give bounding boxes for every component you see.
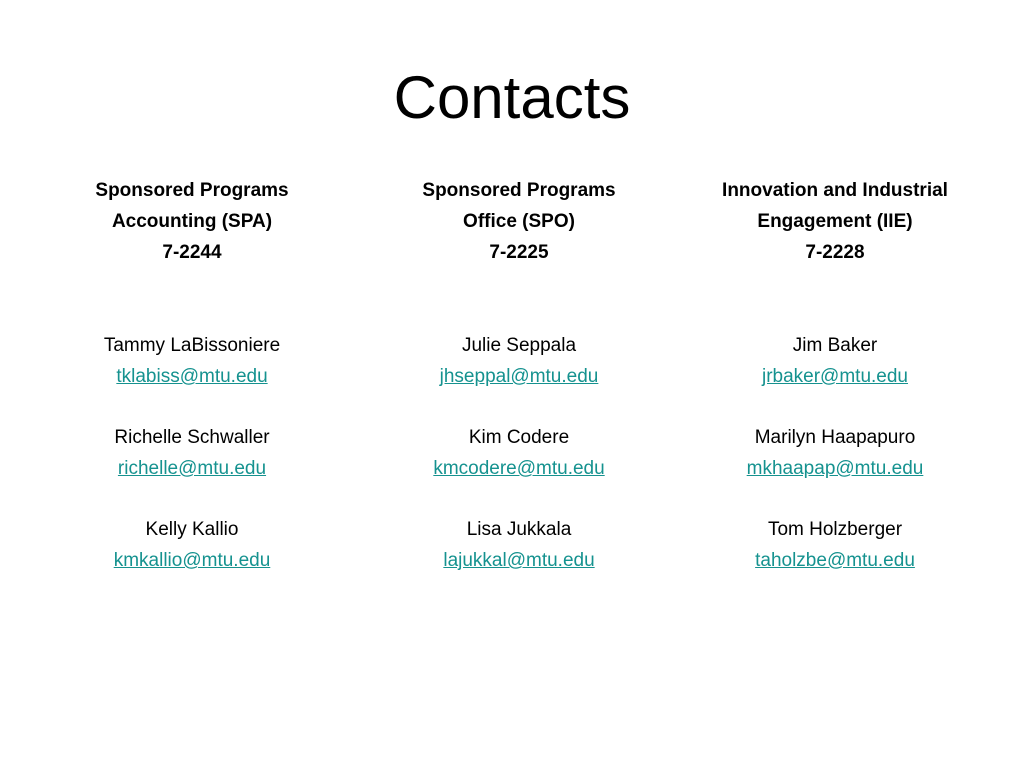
- contact-name: Tom Holzberger: [767, 519, 903, 540]
- contact-name: Tammy LaBissoniere: [103, 335, 281, 356]
- department-phone: 7-2228: [805, 242, 865, 263]
- contact-entry: [685, 330, 985, 392]
- contact-name: Kim Codere: [468, 427, 570, 448]
- contact-entry: [685, 514, 985, 576]
- contact-email-link[interactable]: tklabiss@mtu.edu: [116, 366, 268, 387]
- contact-name: Richelle Schwaller: [114, 427, 270, 448]
- department-column-spo: [369, 175, 669, 606]
- contact-entry: [369, 422, 669, 484]
- contact-entry: [685, 422, 985, 484]
- department-name-line2: Engagement (IIE): [757, 211, 913, 232]
- department-name-line1: Innovation and Industrial: [722, 180, 948, 201]
- contact-entry: [369, 514, 669, 576]
- department-column-spa: [42, 175, 342, 606]
- contact-name: Kelly Kallio: [145, 519, 239, 540]
- department-header: [42, 175, 342, 330]
- contact-email-link[interactable]: jrbaker@mtu.edu: [761, 366, 909, 387]
- department-header: [685, 175, 985, 330]
- contact-entry: [42, 330, 342, 392]
- contact-email-link[interactable]: jhseppal@mtu.edu: [439, 366, 599, 387]
- contact-email-link[interactable]: richelle@mtu.edu: [117, 458, 267, 479]
- contact-email-link[interactable]: kmcodere@mtu.edu: [433, 458, 605, 479]
- department-name-line1: Sponsored Programs: [95, 180, 289, 201]
- department-phone: 7-2225: [489, 242, 549, 263]
- department-column-iie: [685, 175, 985, 606]
- department-name-line2: Office (SPO): [463, 211, 575, 232]
- contact-name: Julie Seppala: [461, 335, 577, 356]
- slide-title: Contacts: [393, 64, 631, 131]
- contact-entry: [369, 330, 669, 392]
- contact-email-link[interactable]: taholzbe@mtu.edu: [755, 550, 915, 571]
- contact-name: Jim Baker: [792, 335, 878, 356]
- contact-email-link[interactable]: lajukkal@mtu.edu: [443, 550, 595, 571]
- department-name-line2: Accounting (SPA): [111, 211, 273, 232]
- contact-name: Lisa Jukkala: [466, 519, 572, 540]
- department-name-line1: Sponsored Programs: [422, 180, 616, 201]
- contact-email-link[interactable]: kmkallio@mtu.edu: [113, 550, 271, 571]
- contact-email-link[interactable]: mkhaapap@mtu.edu: [746, 458, 924, 479]
- department-header: [369, 175, 669, 330]
- department-phone: 7-2244: [162, 242, 222, 263]
- contact-entry: [42, 514, 342, 576]
- contact-name: Marilyn Haapapuro: [754, 427, 916, 448]
- contact-entry: [42, 422, 342, 484]
